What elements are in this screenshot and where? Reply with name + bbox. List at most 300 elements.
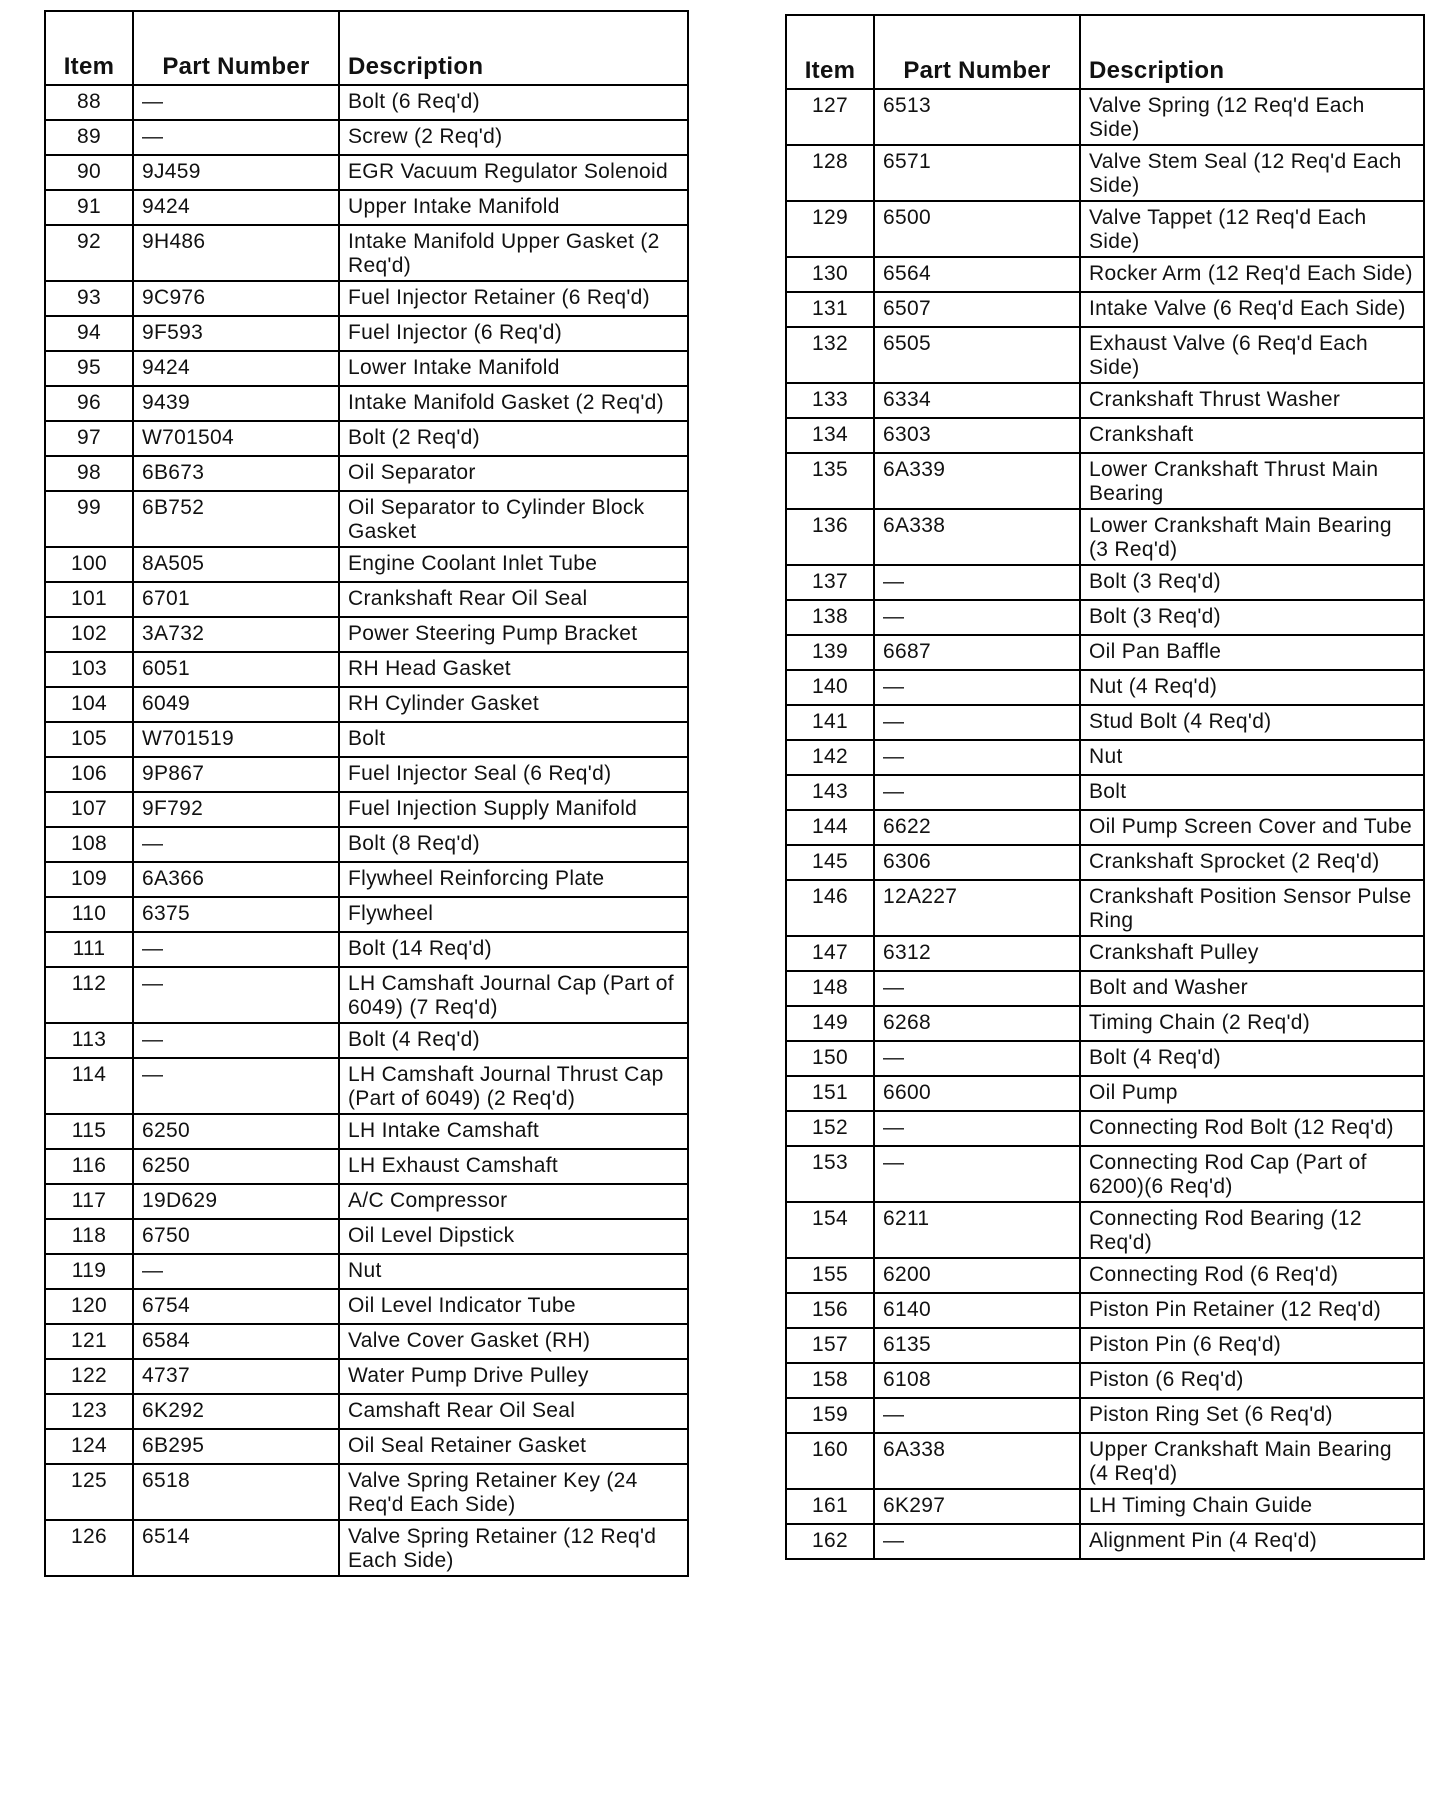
table-row [45, 827, 688, 862]
table-row [45, 617, 688, 652]
table-row [786, 383, 1424, 418]
description-cell: Bolt [1080, 775, 1424, 810]
item-cell: 143 [786, 775, 874, 810]
table-row [786, 453, 1424, 509]
item-cell: 107 [45, 792, 133, 827]
part-number-cell: — [874, 1146, 1080, 1202]
description-cell: Valve Stem Seal (12 Req'd Each Side) [1080, 145, 1424, 201]
description-cell: RH Cylinder Gasket [339, 687, 688, 722]
item-cell: 138 [786, 600, 874, 635]
table-row [45, 897, 688, 932]
item-cell: 157 [786, 1328, 874, 1363]
item-cell: 98 [45, 456, 133, 491]
table-row [45, 1219, 688, 1254]
item-cell: 123 [45, 1394, 133, 1429]
part-number-cell: W701504 [133, 421, 339, 456]
table-row [786, 1293, 1424, 1328]
table-row [786, 565, 1424, 600]
part-number-cell: 9F593 [133, 316, 339, 351]
description-cell: Bolt (4 Req'd) [339, 1023, 688, 1058]
item-cell: 97 [45, 421, 133, 456]
item-cell: 104 [45, 687, 133, 722]
description-cell: Alignment Pin (4 Req'd) [1080, 1524, 1424, 1559]
part-number-cell: — [874, 670, 1080, 705]
table-row [786, 201, 1424, 257]
description-cell: Intake Manifold Upper Gasket (2 Req'd) [339, 225, 688, 281]
table-row [786, 880, 1424, 936]
table-row [45, 386, 688, 421]
part-number-cell: — [133, 120, 339, 155]
table-row [786, 1524, 1424, 1559]
part-number-cell: 6049 [133, 687, 339, 722]
part-number-cell: — [133, 1023, 339, 1058]
part-number-cell: — [133, 1254, 339, 1289]
part-number-cell: 6A339 [874, 453, 1080, 509]
item-cell: 151 [786, 1076, 874, 1111]
item-cell: 90 [45, 155, 133, 190]
part-number-cell: 9P867 [133, 757, 339, 792]
description-cell: Oil Separator to Cylinder Block Gasket [339, 491, 688, 547]
description-cell: Exhaust Valve (6 Req'd Each Side) [1080, 327, 1424, 383]
part-number-cell: — [874, 740, 1080, 775]
part-number-cell: 12A227 [874, 880, 1080, 936]
part-number-cell: 6701 [133, 582, 339, 617]
description-cell: Lower Crankshaft Thrust Main Bearing [1080, 453, 1424, 509]
table-row [45, 1149, 688, 1184]
description-cell: Bolt (8 Req'd) [339, 827, 688, 862]
description-cell: Intake Manifold Gasket (2 Req'd) [339, 386, 688, 421]
table-row [45, 862, 688, 897]
item-cell: 91 [45, 190, 133, 225]
item-cell: 154 [786, 1202, 874, 1258]
table-row [786, 971, 1424, 1006]
description-cell: Oil Separator [339, 456, 688, 491]
part-number-cell: 6564 [874, 257, 1080, 292]
table-row [786, 257, 1424, 292]
table-row [45, 1114, 688, 1149]
part-number-cell: 6754 [133, 1289, 339, 1324]
description-column-header: Description [339, 11, 688, 85]
part-number-cell: 6622 [874, 810, 1080, 845]
part-number-cell: 6750 [133, 1219, 339, 1254]
description-cell: LH Intake Camshaft [339, 1114, 688, 1149]
description-cell: Oil Pan Baffle [1080, 635, 1424, 670]
description-cell: Bolt and Washer [1080, 971, 1424, 1006]
item-cell: 101 [45, 582, 133, 617]
description-cell: Bolt (3 Req'd) [1080, 565, 1424, 600]
part-number-cell: W701519 [133, 722, 339, 757]
table-body [45, 85, 688, 1576]
table-header-row [45, 11, 688, 85]
item-cell: 115 [45, 1114, 133, 1149]
description-cell: Valve Tappet (12 Req'd Each Side) [1080, 201, 1424, 257]
table-row [45, 456, 688, 491]
table-row [45, 225, 688, 281]
table-row [45, 687, 688, 722]
description-cell: Rocker Arm (12 Req'd Each Side) [1080, 257, 1424, 292]
table-row [786, 705, 1424, 740]
description-cell: A/C Compressor [339, 1184, 688, 1219]
item-cell: 149 [786, 1006, 874, 1041]
part-number-cell: — [133, 1058, 339, 1114]
item-cell: 132 [786, 327, 874, 383]
item-cell: 148 [786, 971, 874, 1006]
table-row [786, 845, 1424, 880]
description-cell: Timing Chain (2 Req'd) [1080, 1006, 1424, 1041]
item-cell: 96 [45, 386, 133, 421]
part-number-cell: 6505 [874, 327, 1080, 383]
description-cell: Oil Level Dipstick [339, 1219, 688, 1254]
part-number-cell: — [874, 971, 1080, 1006]
description-cell: Fuel Injection Supply Manifold [339, 792, 688, 827]
part-number-cell: 6513 [874, 89, 1080, 145]
description-cell: Engine Coolant Inlet Tube [339, 547, 688, 582]
description-cell: Oil Pump Screen Cover and Tube [1080, 810, 1424, 845]
part-number-cell: 6507 [874, 292, 1080, 327]
item-cell: 142 [786, 740, 874, 775]
part-number-cell: 6A366 [133, 862, 339, 897]
item-cell: 139 [786, 635, 874, 670]
item-cell: 161 [786, 1489, 874, 1524]
part-number-cell: — [874, 1398, 1080, 1433]
description-cell: Fuel Injector (6 Req'd) [339, 316, 688, 351]
table-row [45, 190, 688, 225]
description-cell: Piston (6 Req'd) [1080, 1363, 1424, 1398]
item-cell: 126 [45, 1520, 133, 1576]
table-row [786, 509, 1424, 565]
item-cell: 128 [786, 145, 874, 201]
item-cell: 152 [786, 1111, 874, 1146]
part-number-cell: 6514 [133, 1520, 339, 1576]
part-number-column-header: Part Number [133, 11, 339, 85]
item-cell: 103 [45, 652, 133, 687]
table-row [45, 120, 688, 155]
part-number-cell: 6500 [874, 201, 1080, 257]
description-cell: Piston Pin Retainer (12 Req'd) [1080, 1293, 1424, 1328]
part-number-cell: 6200 [874, 1258, 1080, 1293]
description-cell: Connecting Rod Cap (Part of 6200)(6 Req'd) [1080, 1146, 1424, 1202]
description-cell: Bolt (14 Req'd) [339, 932, 688, 967]
table-row [45, 582, 688, 617]
description-cell: Lower Intake Manifold [339, 351, 688, 386]
part-number-cell: 19D629 [133, 1184, 339, 1219]
table-row [45, 85, 688, 120]
part-number-cell: 6312 [874, 936, 1080, 971]
item-cell: 155 [786, 1258, 874, 1293]
description-cell: Fuel Injector Retainer (6 Req'd) [339, 281, 688, 316]
item-cell: 113 [45, 1023, 133, 1058]
item-cell: 144 [786, 810, 874, 845]
table-row [786, 1489, 1424, 1524]
table-row [45, 967, 688, 1023]
description-cell: LH Camshaft Journal Thrust Cap (Part of 6049) (2 Req'd) [339, 1058, 688, 1114]
part-number-cell: 6600 [874, 1076, 1080, 1111]
table-row [786, 1363, 1424, 1398]
description-cell: Intake Valve (6 Req'd Each Side) [1080, 292, 1424, 327]
table-row [45, 281, 688, 316]
part-number-cell: 6250 [133, 1149, 339, 1184]
item-cell: 158 [786, 1363, 874, 1398]
table-row [45, 792, 688, 827]
table-row [786, 1146, 1424, 1202]
part-number-cell: 6375 [133, 897, 339, 932]
item-cell: 125 [45, 1464, 133, 1520]
description-cell: LH Exhaust Camshaft [339, 1149, 688, 1184]
item-cell: 162 [786, 1524, 874, 1559]
description-cell: Crankshaft Position Sensor Pulse Ring [1080, 880, 1424, 936]
table-row [786, 1328, 1424, 1363]
item-cell: 89 [45, 120, 133, 155]
part-number-cell: — [133, 85, 339, 120]
description-cell: Bolt (6 Req'd) [339, 85, 688, 120]
table-row [45, 1359, 688, 1394]
description-cell: Nut [1080, 740, 1424, 775]
item-cell: 117 [45, 1184, 133, 1219]
description-cell: Crankshaft Sprocket (2 Req'd) [1080, 845, 1424, 880]
part-number-cell: 9424 [133, 190, 339, 225]
item-cell: 124 [45, 1429, 133, 1464]
description-cell: Upper Crankshaft Main Bearing (4 Req'd) [1080, 1433, 1424, 1489]
description-cell: Upper Intake Manifold [339, 190, 688, 225]
table-row [786, 810, 1424, 845]
table-row [45, 757, 688, 792]
part-number-column-header: Part Number [874, 15, 1080, 89]
part-number-cell: 6518 [133, 1464, 339, 1520]
description-cell: Nut (4 Req'd) [1080, 670, 1424, 705]
item-cell: 95 [45, 351, 133, 386]
description-cell: Bolt (4 Req'd) [1080, 1041, 1424, 1076]
part-number-cell: — [133, 967, 339, 1023]
part-number-cell: 9F792 [133, 792, 339, 827]
table-row [45, 932, 688, 967]
item-cell: 111 [45, 932, 133, 967]
part-number-cell: 6140 [874, 1293, 1080, 1328]
part-number-cell: 9J459 [133, 155, 339, 190]
part-number-cell: 6303 [874, 418, 1080, 453]
description-cell: Screw (2 Req'd) [339, 120, 688, 155]
part-number-cell: 6268 [874, 1006, 1080, 1041]
description-cell: Piston Pin (6 Req'd) [1080, 1328, 1424, 1363]
item-cell: 88 [45, 85, 133, 120]
description-cell: Connecting Rod Bolt (12 Req'd) [1080, 1111, 1424, 1146]
description-cell: Connecting Rod Bearing (12 Req'd) [1080, 1202, 1424, 1258]
part-number-cell: 6135 [874, 1328, 1080, 1363]
item-cell: 136 [786, 509, 874, 565]
table-row [786, 1111, 1424, 1146]
table-row [786, 1076, 1424, 1111]
description-cell: Water Pump Drive Pulley [339, 1359, 688, 1394]
part-number-cell: 6687 [874, 635, 1080, 670]
part-number-cell: — [874, 565, 1080, 600]
parts-table-right [785, 14, 1425, 1560]
description-column-header: Description [1080, 15, 1424, 89]
part-number-cell: — [133, 932, 339, 967]
description-cell: Bolt [339, 722, 688, 757]
description-cell: Flywheel Reinforcing Plate [339, 862, 688, 897]
table-row [45, 1289, 688, 1324]
table-row [786, 775, 1424, 810]
item-cell: 94 [45, 316, 133, 351]
table-row [786, 1041, 1424, 1076]
item-cell: 119 [45, 1254, 133, 1289]
description-cell: Bolt (3 Req'd) [1080, 600, 1424, 635]
table-row [45, 155, 688, 190]
table-row [786, 740, 1424, 775]
part-number-cell: 6306 [874, 845, 1080, 880]
table-row [45, 1394, 688, 1429]
table-row [45, 1520, 688, 1576]
item-cell: 99 [45, 491, 133, 547]
part-number-cell: — [133, 827, 339, 862]
part-number-cell: 6051 [133, 652, 339, 687]
part-number-cell: 6571 [874, 145, 1080, 201]
table-row [786, 1433, 1424, 1489]
item-cell: 140 [786, 670, 874, 705]
table-header-row [786, 15, 1424, 89]
table-row [45, 1184, 688, 1219]
item-cell: 112 [45, 967, 133, 1023]
item-cell: 105 [45, 722, 133, 757]
item-cell: 116 [45, 1149, 133, 1184]
table-row [45, 1254, 688, 1289]
description-cell: Lower Crankshaft Main Bearing (3 Req'd) [1080, 509, 1424, 565]
item-cell: 135 [786, 453, 874, 509]
part-number-cell: 4737 [133, 1359, 339, 1394]
item-cell: 133 [786, 383, 874, 418]
table-row [786, 292, 1424, 327]
item-cell: 118 [45, 1219, 133, 1254]
description-cell: Oil Seal Retainer Gasket [339, 1429, 688, 1464]
part-number-cell: 6584 [133, 1324, 339, 1359]
part-number-cell: 6B673 [133, 456, 339, 491]
item-cell: 156 [786, 1293, 874, 1328]
description-cell: Flywheel [339, 897, 688, 932]
item-cell: 150 [786, 1041, 874, 1076]
item-cell: 120 [45, 1289, 133, 1324]
description-cell: Fuel Injector Seal (6 Req'd) [339, 757, 688, 792]
description-cell: RH Head Gasket [339, 652, 688, 687]
part-number-cell: 9C976 [133, 281, 339, 316]
item-cell: 122 [45, 1359, 133, 1394]
part-number-cell: 3A732 [133, 617, 339, 652]
description-cell: Connecting Rod (6 Req'd) [1080, 1258, 1424, 1293]
description-cell: Valve Cover Gasket (RH) [339, 1324, 688, 1359]
item-cell: 146 [786, 880, 874, 936]
part-number-cell: 6334 [874, 383, 1080, 418]
table-row [786, 936, 1424, 971]
item-cell: 92 [45, 225, 133, 281]
item-cell: 141 [786, 705, 874, 740]
item-cell: 134 [786, 418, 874, 453]
part-number-cell: 6108 [874, 1363, 1080, 1398]
item-cell: 153 [786, 1146, 874, 1202]
table-row [786, 1258, 1424, 1293]
description-cell: Valve Spring Retainer (12 Req'd Each Side) [339, 1520, 688, 1576]
description-cell: LH Timing Chain Guide [1080, 1489, 1424, 1524]
table-row [45, 652, 688, 687]
description-cell: Valve Spring (12 Req'd Each Side) [1080, 89, 1424, 145]
item-cell: 130 [786, 257, 874, 292]
item-cell: 147 [786, 936, 874, 971]
description-cell: Oil Pump [1080, 1076, 1424, 1111]
item-cell: 137 [786, 565, 874, 600]
description-cell: Piston Ring Set (6 Req'd) [1080, 1398, 1424, 1433]
item-cell: 100 [45, 547, 133, 582]
part-number-cell: 6211 [874, 1202, 1080, 1258]
item-cell: 145 [786, 845, 874, 880]
part-number-cell: 6K297 [874, 1489, 1080, 1524]
table-row [786, 635, 1424, 670]
part-number-cell: 6B752 [133, 491, 339, 547]
description-cell: Power Steering Pump Bracket [339, 617, 688, 652]
part-number-cell: — [874, 1041, 1080, 1076]
table-row [786, 145, 1424, 201]
description-cell: Oil Level Indicator Tube [339, 1289, 688, 1324]
table-row [786, 418, 1424, 453]
part-number-cell: 9424 [133, 351, 339, 386]
item-cell: 114 [45, 1058, 133, 1114]
description-cell: Crankshaft Pulley [1080, 936, 1424, 971]
description-cell: Stud Bolt (4 Req'd) [1080, 705, 1424, 740]
item-cell: 131 [786, 292, 874, 327]
parts-table-left [44, 10, 689, 1577]
table-row [45, 547, 688, 582]
item-column-header: Item [786, 15, 874, 89]
part-number-cell: 9H486 [133, 225, 339, 281]
table-row [45, 351, 688, 386]
item-cell: 110 [45, 897, 133, 932]
item-cell: 129 [786, 201, 874, 257]
table-row [45, 1023, 688, 1058]
part-number-cell: 6B295 [133, 1429, 339, 1464]
part-number-cell: — [874, 705, 1080, 740]
description-cell: Camshaft Rear Oil Seal [339, 1394, 688, 1429]
table-row [786, 327, 1424, 383]
table-row [786, 89, 1424, 145]
item-cell: 160 [786, 1433, 874, 1489]
item-cell: 106 [45, 757, 133, 792]
table-row [45, 491, 688, 547]
part-number-cell: 6K292 [133, 1394, 339, 1429]
part-number-cell: — [874, 1111, 1080, 1146]
item-cell: 159 [786, 1398, 874, 1433]
part-number-cell: 6A338 [874, 509, 1080, 565]
item-cell: 102 [45, 617, 133, 652]
table-row [45, 421, 688, 456]
description-cell: Nut [339, 1254, 688, 1289]
table-row [45, 722, 688, 757]
item-cell: 93 [45, 281, 133, 316]
part-number-cell: 9439 [133, 386, 339, 421]
item-cell: 127 [786, 89, 874, 145]
description-cell: Crankshaft Thrust Washer [1080, 383, 1424, 418]
part-number-cell: — [874, 1524, 1080, 1559]
item-column-header: Item [45, 11, 133, 85]
table-row [786, 670, 1424, 705]
table-row [45, 316, 688, 351]
table-row [45, 1464, 688, 1520]
item-cell: 109 [45, 862, 133, 897]
description-cell: Valve Spring Retainer Key (24 Req'd Each Side) [339, 1464, 688, 1520]
table-row [45, 1429, 688, 1464]
table-row [786, 1398, 1424, 1433]
description-cell: Bolt (2 Req'd) [339, 421, 688, 456]
table-row [786, 600, 1424, 635]
description-cell: Crankshaft [1080, 418, 1424, 453]
table-body [786, 89, 1424, 1559]
table-row [786, 1202, 1424, 1258]
description-cell: LH Camshaft Journal Cap (Part of 6049) (7 Req'd) [339, 967, 688, 1023]
